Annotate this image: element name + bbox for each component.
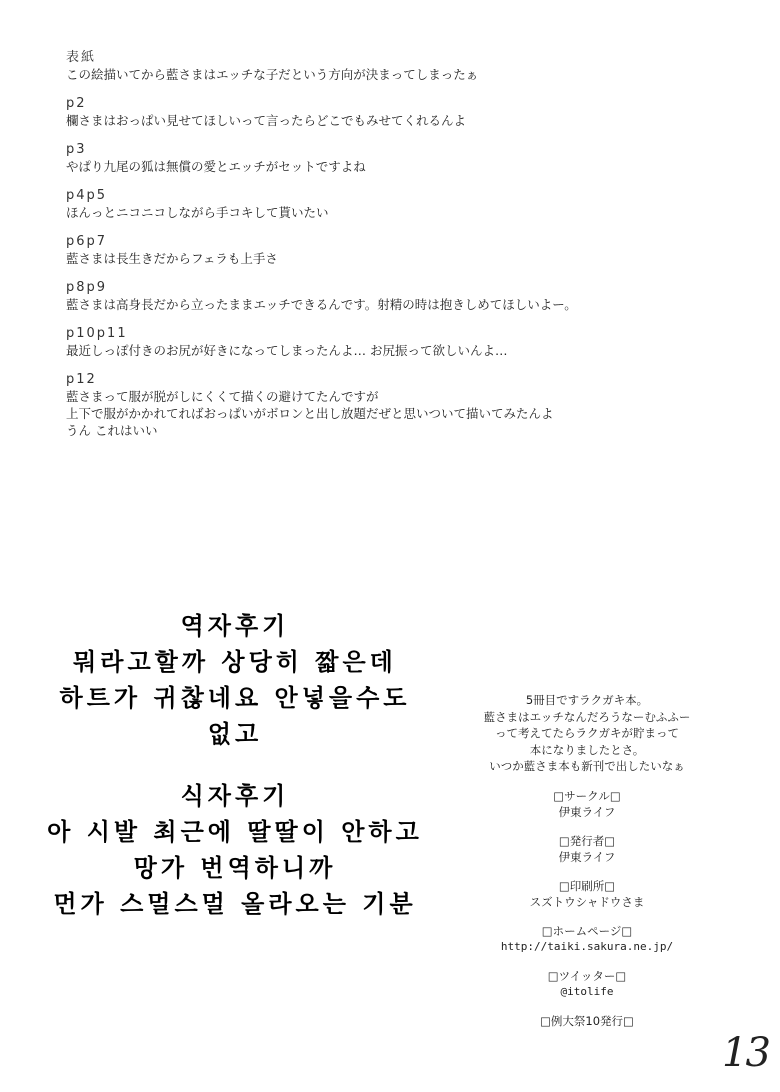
colophon-label: □例大祭10発行□ (540, 1013, 634, 1028)
note-p10p11 (66, 326, 746, 359)
colophon-label: □ツイッター□ (547, 968, 627, 983)
typesetter-afterword-line: 망가 번역하니까 (133, 854, 337, 882)
colophon-label: □発行者□ (558, 833, 616, 848)
typesetter-afterword-line: 아 시발 최근에 딸딸이 안하고 (47, 818, 423, 846)
colophon-intro-line: 藍さまはエッチなんだろうなーむふふー (483, 709, 691, 724)
note-line: 欄さまはおっぱい見せてほしいって言ったらどこでもみせてくれるんよ (66, 113, 467, 128)
note-p2 (66, 96, 746, 129)
note-page-label: p2 (66, 96, 87, 111)
colophon-intro-line: 本になりましたとさ。 (529, 742, 645, 757)
note-p3 (66, 142, 746, 175)
colophon-intro-line: 5冊目ですラクガキ本。 (525, 693, 649, 707)
colophon-circle (462, 788, 712, 820)
note-line: ほんっとニコニコしながら手コキして貰いたい (66, 205, 329, 220)
note-p8p9 (66, 280, 746, 313)
note-line: 藍さまって服が脱がしにくくて描くの避けてたんですが (66, 389, 379, 404)
twitter-handle: @itolife (560, 984, 614, 998)
homepage-url: http://taiki.sakura.ne.jp/ (500, 939, 674, 953)
note-p12 (66, 372, 746, 439)
note-line: 上下で服がかかれてればおっぱいがボロンと出し放題だぜと思いついて描いてみたんよ (66, 406, 554, 421)
note-p4p5 (66, 188, 746, 221)
note-line: この絵描いてから藍さまはエッチな子だという方向が決まってしまったぁ (66, 67, 479, 82)
typesetter-afterword (30, 778, 440, 922)
note-page-label: 表紙 (66, 50, 97, 65)
note-cover (66, 50, 746, 83)
translator-afterword-line: 없고 (207, 720, 263, 748)
note-page-label: p4p5 (66, 188, 108, 203)
colophon-label: □サークル□ (553, 788, 621, 803)
colophon-intro-line: いつか藍さま本も新刊で出したいなぁ (489, 759, 685, 773)
translator-afterword-line: 뭐라고할까 상당히 짧은데 (73, 648, 397, 676)
note-page-label: p12 (66, 372, 97, 387)
colophon-printer (462, 878, 712, 910)
note-line: うん これはいい (66, 423, 158, 438)
typesetter-afterword-title: 식자후기 (180, 782, 290, 810)
note-p6p7 (66, 234, 746, 267)
translator-afterword-line: 하트가 귀찮네요 안넣을수도 (59, 684, 411, 712)
note-line: 最近しっぽ付きのお尻が好きになってしまったんよ… お尻振って欲しいんよ… (66, 343, 508, 358)
colophon-value: 伊東ライフ (558, 849, 616, 864)
colophon (462, 692, 712, 1029)
note-line: 藍さまは高身長だから立ったままエッチできるんです。射精の時は抱きしめてほしいよー。 (66, 297, 577, 312)
artist-notes (66, 50, 746, 452)
colophon-label: □ホームページ□ (541, 923, 633, 938)
note-line: 藍さまは長生きだからフェラも上手さ (66, 251, 278, 266)
note-page-label: p6p7 (66, 234, 108, 249)
page-number: 13 (722, 1030, 769, 1076)
colophon-intro-line: って考えてたらラクガキが貯まって (495, 726, 679, 740)
typesetter-afterword-line: 먼가 스멀스멀 올라오는 기분 (53, 890, 417, 918)
note-page-label: p10p11 (66, 326, 128, 341)
colophon-intro (462, 692, 712, 775)
translator-afterword (30, 608, 440, 752)
colophon-twitter (462, 968, 712, 1000)
colophon-homepage (462, 923, 712, 955)
colophon-value: スズトウシャドウさま (529, 894, 645, 909)
translator-afterword-title: 역자후기 (180, 612, 290, 640)
colophon-event (462, 1013, 712, 1029)
note-page-label: p3 (66, 142, 87, 157)
note-line: やぱり九尾の狐は無償の愛とエッチがセットですよね (66, 159, 366, 174)
colophon-value: 伊東ライフ (558, 804, 616, 819)
note-page-label: p8p9 (66, 280, 108, 295)
colophon-label: □印刷所□ (558, 878, 616, 893)
colophon-publisher (462, 833, 712, 865)
